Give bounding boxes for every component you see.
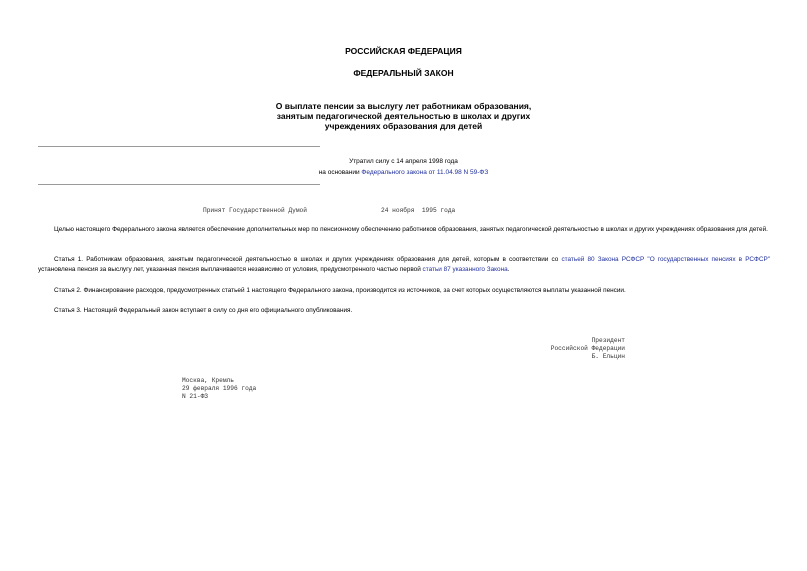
signature-name: Б. Ельцин [591,353,625,360]
law-title-line-2: занятым педагогической деятельностью в школах и других [276,111,531,121]
date-signed: 29 февраля 1996 года [182,385,257,392]
law-title-line-1: О выплате пенсии за выслугу лет работникам образования, [275,101,532,111]
article-2-paragraph: Статья 2. Финансирование расходов, предусмотренных статьей 1 настоящего Федерального закона, производится из источников, за счет которых осуществляются выплаты указанной пенсии. [54,287,626,294]
lapse-notice: Утратил силу с 14 апреля 1998 года [349,158,458,165]
preamble-paragraph: Целью настоящего Федерального закона является обеспечение дополнительных мер по пенсионному обеспечению работников образования, занятых педагогической деятельностью в школах и других учреждениях образования для детей. [54,226,768,233]
signature-country: Российской Федерации [550,345,625,352]
article-87-link[interactable]: статьи 87 указанного Закона [422,265,508,273]
country-heading: РОССИЙСКАЯ ФЕДЕРАЦИЯ [345,46,462,56]
law-title-line-3: учреждениях образования для детей [324,121,483,131]
document-type-heading: ФЕДЕРАЛЬНЫЙ ЗАКОН [353,68,454,78]
article-1-text-b: установлена пенсия за выслугу лет, указанная пенсия выплачивается независимо от условия, предусмотренного частью первой [38,265,423,273]
lapse-basis-prefix: на основании [318,169,362,176]
law-number: N 21-ФЗ [182,393,208,400]
divider-top [38,146,320,147]
adoption-label: Принят Государственной Думой [203,207,307,214]
article-1-text-a: Статья 1. Работникам образования, занятым педагогической деятельностью в школах и других учреждениях образования для детей, которым в соответствии со [54,256,562,263]
article-80-link[interactable]: статьей 80 Закона РСФСР "О государственных пенсиях в РСФСР" [561,256,771,263]
divider-bottom [38,184,320,185]
adoption-date: 24 ноября 1995 года [381,207,456,214]
article-1-text-c: . [507,265,510,273]
article-1-paragraph [38,255,770,274]
lapse-basis [250,168,557,178]
signature-title: Президент [591,337,625,344]
place-signed: Москва, Кремль [182,377,234,384]
basis-law-link[interactable]: Федерального закона от 11.04.98 N 59-ФЗ [361,169,489,176]
article-3-paragraph: Статья 3. Настоящий Федеральный закон вступает в силу со дня его официального опубликования. [54,307,353,314]
